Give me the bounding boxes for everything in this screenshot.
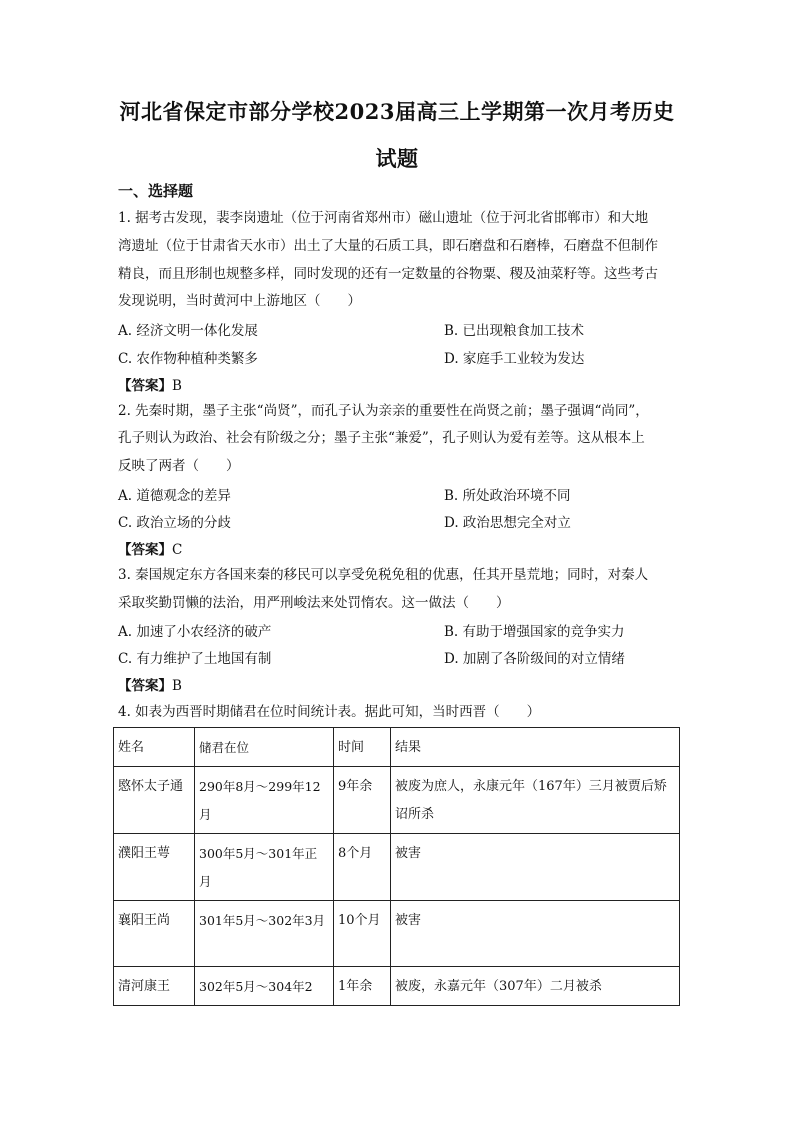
q3-stem-line: 3. 秦国规定东方各国来秦的移民可以享受免税免租的优惠，任其开垦荒地；同时，对秦人	[118, 567, 649, 583]
table-cell-duration: 10个月	[334, 901, 391, 967]
q1-option-c: C. 农作物种植种类繁多	[118, 351, 258, 367]
table-header-row	[114, 728, 680, 767]
q2-stem-line: 反映了两者（ ）	[118, 458, 240, 474]
q4-stem: 4. 如表为西晋时期储君在位时间统计表。据此可知，当时西晋（ ）	[118, 704, 541, 720]
answer-value: B	[172, 378, 182, 394]
answer-label: 【答案】	[118, 678, 172, 694]
table-cell-name: 襄阳王尚	[114, 901, 195, 967]
table-cell-period: 300年5月～301年正月	[195, 834, 334, 901]
table-cell-duration: 8个月	[334, 834, 391, 901]
section-heading: 一、选择题	[118, 182, 194, 200]
q1-stem-line: 1. 据考古发现，裴李岗遗址（位于河南省郑州市）磁山遗址（位于河北省邯郸市）和大地	[118, 210, 649, 226]
q3-option-b: B. 有助于增强国家的竞争实力	[444, 624, 625, 640]
table-cell-duration: 1年余	[334, 967, 391, 1006]
table-cell-name: 清河康王	[114, 967, 195, 1006]
answer-value: C	[172, 542, 183, 558]
table-cell-name: 愍怀太子通	[114, 767, 195, 834]
q3-option-d: D. 加剧了各阶级间的对立情绪	[444, 651, 625, 667]
table-cell-result: 被害	[391, 901, 680, 967]
q2-option-a: A. 道德观念的差异	[118, 488, 231, 504]
table-row	[114, 967, 680, 1006]
document-title-line2: 试题	[375, 146, 419, 171]
q2-option-d: D. 政治思想完全对立	[444, 515, 571, 531]
table-row	[114, 834, 680, 901]
answer-value: B	[172, 678, 182, 694]
table-header-cell: 结果	[391, 728, 680, 767]
table-row	[114, 767, 680, 834]
q1-stem-line: 湾遗址（位于甘肃省天水市）出土了大量的石质工具，即石磨盘和石磨棒，石磨盘不但制作	[118, 238, 658, 254]
answer-label: 【答案】	[118, 378, 172, 394]
table-cell-period: 302年5月～304年2	[195, 967, 334, 1006]
table-cell-period: 290年8月～299年12月	[195, 767, 334, 834]
q1-answer	[118, 374, 182, 394]
table-row	[114, 901, 680, 967]
q3-stem-line: 采取奖勤罚懒的法治，用严刑峻法来处罚惰农。这一做法（ ）	[118, 595, 510, 611]
q3-answer	[118, 674, 182, 694]
table-header-cell: 姓名	[114, 728, 195, 767]
q1-stem-line: 发现说明，当时黄河中上游地区（ ）	[118, 293, 361, 309]
q2-answer	[118, 538, 182, 558]
q2-stem-line: 孔子则认为政治、社会有阶级之分；墨子主张“兼爱”，孔子则认为爱有差等。这从根本上	[118, 430, 645, 446]
table-cell-result: 被害	[391, 834, 680, 901]
q2-stem-line: 2. 先秦时期，墨子主张“尚贤”，而孔子认为亲亲的重要性在尚贤之前；墨子强调“尚同”，	[118, 403, 649, 419]
succession-table	[113, 727, 680, 1006]
q3-option-a: A. 加速了小农经济的破产	[118, 624, 272, 640]
q1-option-d: D. 家庭手工业较为发达	[444, 351, 585, 367]
q1-option-b: B. 已出现粮食加工技术	[444, 323, 585, 339]
q1-stem-line: 精良，而且形制也规整多样，同时发现的还有一定数量的谷物粟、稷及油菜籽等。这些考古	[118, 266, 658, 282]
table-cell-name: 濮阳王萼	[114, 834, 195, 901]
table-header-cell: 储君在位	[195, 728, 334, 767]
document-title-line1: 河北省保定市部分学校2023届高三上学期第一次月考历史	[119, 99, 675, 124]
table-cell-duration: 9年余	[334, 767, 391, 834]
q3-option-c: C. 有力维护了土地国有制	[118, 651, 272, 667]
answer-label: 【答案】	[118, 542, 172, 558]
q1-option-a: A. 经济文明一体化发展	[118, 323, 258, 339]
table-cell-result: 被废为庶人，永康元年（167年）三月被贾后矫诏所杀	[391, 767, 680, 834]
q2-option-c: C. 政治立场的分歧	[118, 515, 231, 531]
table-header-cell: 时间	[334, 728, 391, 767]
table-cell-period: 301年5月～302年3月	[195, 901, 334, 967]
table-cell-result: 被废，永嘉元年（307年）二月被杀	[391, 967, 680, 1006]
q2-option-b: B. 所处政治环境不同	[444, 488, 571, 504]
